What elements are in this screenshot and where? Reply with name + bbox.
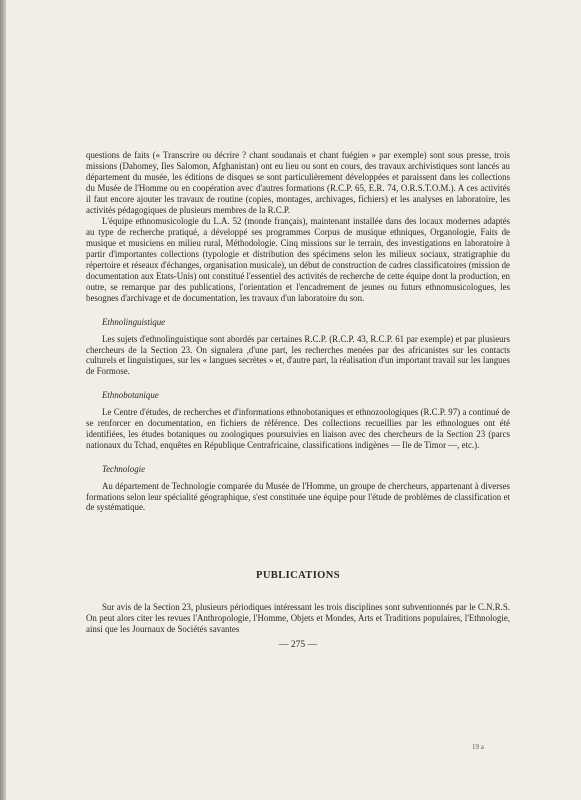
heading-publications: PUBLICATIONS: [256, 570, 340, 582]
paragraph-ethnolinguistique: Les sujets d'ethnolinguistique sont abordés par certaines R.C.P. (R.C.P. 43, R.C.P. 61 par exemple) et par plusieurs chercheurs de la Section 23. On signalera ,d'une part, les recherches menées par des africanistes sur les contacts culturels et linguistiques, sur les « langues secrètes » et, d'autre part, la réalisation d'un important travail sur les langues de Formose.: [86, 333, 510, 377]
paragraph-research-activities: questions de faits (« Transcrire ou décrire ? chant soudanais et chant fuégien » par exemple) sont sous presse, trois missions (Dahomey, Iles Salomon, Afghanistan) ont eu lieu ou sont en cours, des travaux archivistiques sont lancés au département du musée, les éditions de disques se sont particulièrement développées et paraissent dans les collections du Musée de l'Homme ou en coopération avec d'autres formations (R.C.P. 65, E.R. 74, O.R.S.T.O.M.). A ces activités il faut encore ajouter les travaux de routine (copies, montages, archivages, fichiers) et les analyses en laboratoire, les activités pédagogiques de plusieurs membres de la R.C.P.: [86, 150, 510, 215]
heading-ethnolinguistique: Ethnolinguistique: [102, 316, 166, 327]
heading-ethnobotanique: Ethnobotanique: [102, 390, 159, 401]
paragraph-publications: Sur avis de la Section 23, plusieurs périodiques intéressant les trois disciplines sont subventionnés par le C.N.R.S. On peut alors citer les revues l'Anthropologie, l'Homme, Objets et Mondes, Arts et Traditions populaires, l'Ethnologie, ainsi que les Journaux de Sociétés savantes: [86, 602, 510, 635]
paragraph-ethnomusicology-team: L'équipe ethnomusicologie du L.A. 52 (monde français), maintenant installée dans des locaux modernes adaptés au type de recherche pratiqué, a développé ses programmes Corpus de musique ethniques, Organologie, Faits de musique et musiciens en milieu rural, Méthodologie. Cinq missions sur le terrain, des investigations en laboratoire à partir d'importantes collections (typologie et distribution des spécimens selon les milieux sociaux, stratigraphie du répertoire et réseaux d'échanges, organisation musicale), un début de construction de cadres classificatoires (mission de documentation aux Etats-Unis) ont constitué l'essentiel des activités de recherche de cette équipe dont la production, en outre, se remarque par des publications, l'orientation et l'encadrement de jeunes ou futurs ethnomusicologues, les besognes d'archivage et de documentation, les travaux d'un laboratoire du son.: [86, 216, 510, 303]
heading-technologie: Technologie: [102, 463, 146, 474]
page-number: — 275 —: [279, 640, 317, 650]
page-content: [86, 150, 510, 651]
paragraph-technologie: Au département de Technologie comparée du Musée de l'Homme, un groupe de chercheurs, appartenant à diverses formations selon leur spécialité géographique, s'est constituée une équipe pour l'étude de problèmes de classification et de systématique.: [86, 480, 510, 513]
signature-mark: 19 a: [472, 743, 484, 751]
document-page: [6, 0, 581, 800]
paragraph-ethnobotanique: Le Centre d'études, de recherches et d'informations ethnobotaniques et ethnozoologiques (R.C.P. 97) a continué de se renforcer en documentation, en fichiers de référence. Des collections recueillies par les ethnologues ont été identifiées, les études botaniques ou zoologiques poursuivies en liaison avec des chercheurs de la Section 23 (parcs nationaux du Tchad, enquêtes en République Centrafricaine, classifications indigènes — Ile de Timor —, etc.).: [86, 407, 510, 450]
